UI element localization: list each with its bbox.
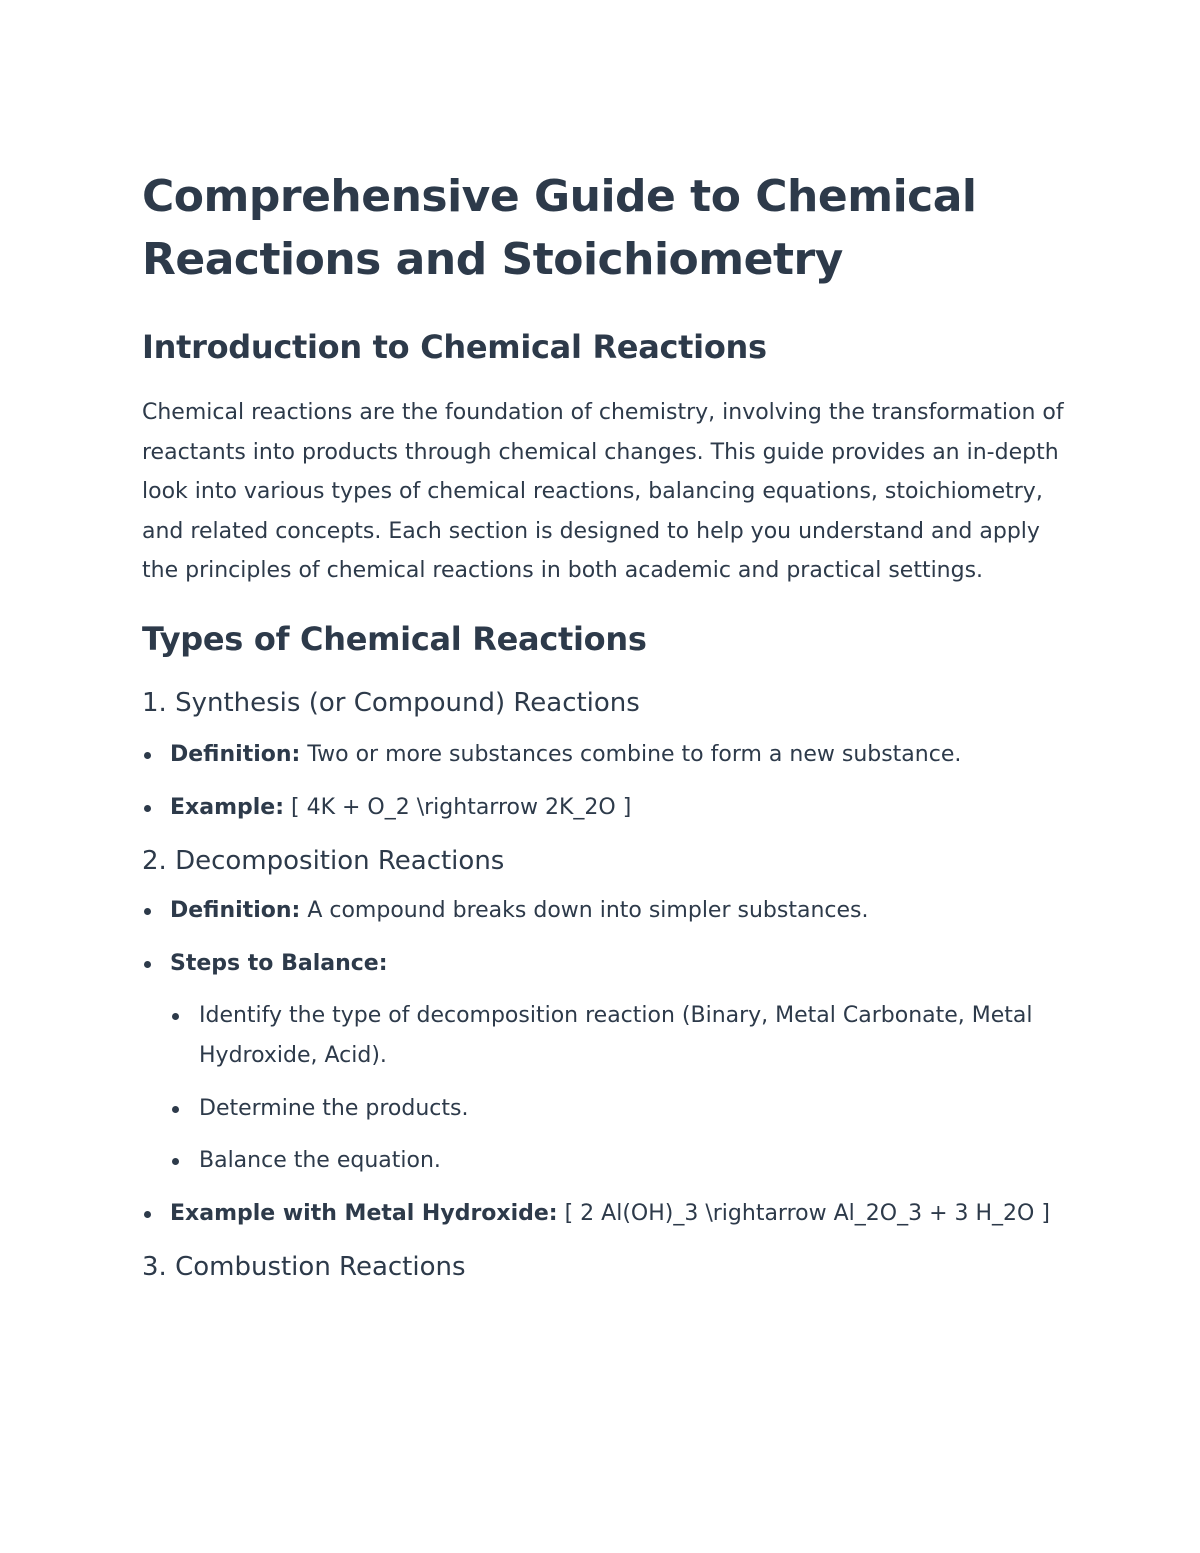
- bullet-icon: [172, 1106, 179, 1113]
- bullet-icon: [172, 1013, 179, 1020]
- example-label: Example:: [170, 794, 284, 820]
- list-item: [142, 735, 1072, 775]
- list-item: [170, 1141, 1072, 1181]
- bullet-icon: [144, 961, 151, 968]
- intro-paragraph: Chemical reactions are the foundation of chemistry, involving the transformation of reactants into products through chemical changes. This guide provides an in-depth look into various types of chemical reactions, balancing equations, stoichiometry, and related concepts. Each section is designed to help you understand and apply the principles of chemical reactions in both academic and practical settings.: [142, 400, 1064, 584]
- intro-heading: Introduction to Chemical Reactions: [142, 328, 767, 366]
- step-text: Determine the products.: [199, 1095, 469, 1121]
- example-label: Example with Metal Hydroxide:: [170, 1200, 558, 1226]
- definition-text: A compound breaks down into simpler substances.: [300, 898, 869, 924]
- definition-text: Two or more substances combine to form a new substance.: [300, 741, 962, 767]
- synthesis-heading: 1. Synthesis (or Compound) Reactions: [142, 687, 640, 718]
- types-heading: Types of Chemical Reactions: [142, 619, 647, 658]
- list-item: [170, 996, 1072, 1075]
- combustion-heading: 3. Combustion Reactions: [142, 1252, 466, 1283]
- document-page: [142, 165, 1072, 1285]
- bullet-icon: [144, 805, 151, 812]
- example-text: [ 4K + O_2 \rightarrow 2K_2O ]: [284, 794, 632, 820]
- decomposition-list: [142, 891, 1072, 1233]
- list-item: [142, 944, 1072, 1181]
- bullet-icon: [144, 1211, 151, 1218]
- decomposition-heading: 2. Decomposition Reactions: [142, 846, 505, 877]
- bullet-icon: [144, 908, 151, 915]
- list-item: [142, 891, 1072, 931]
- steps-list: [170, 996, 1072, 1180]
- document-title: Comprehensive Guide to Chemical Reactions and Stoichiometry: [142, 171, 977, 285]
- bullet-icon: [144, 752, 151, 759]
- example-text: [ 2 Al(OH)_3 \rightarrow Al_2O_3 + 3 H_2O ]: [557, 1200, 1050, 1226]
- step-text: Identify the type of decomposition reaction (Binary, Metal Carbonate, Metal Hydroxide, Acid).: [199, 1003, 1033, 1068]
- list-item: [142, 1194, 1072, 1234]
- step-text: Balance the equation.: [199, 1148, 441, 1174]
- steps-label: Steps to Balance:: [170, 950, 388, 976]
- list-item: [142, 788, 1072, 828]
- list-item: [170, 1089, 1072, 1129]
- bullet-icon: [172, 1158, 179, 1165]
- synthesis-list: [142, 735, 1072, 827]
- definition-label: Definition:: [170, 898, 301, 924]
- definition-label: Definition:: [170, 741, 301, 767]
